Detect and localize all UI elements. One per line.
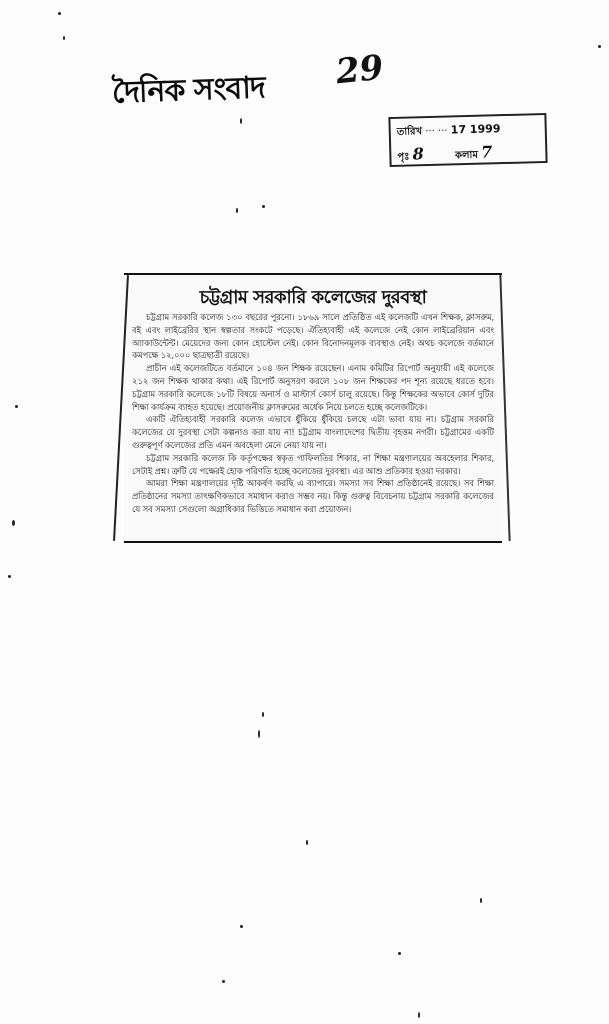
article-paragraph: প্রাচীন এই কলেজটিতে বর্তমানে ১০৪ জন শিক্ষক রয়েছেন। এনাম কমিটির রিপোর্ট অনুযায়ী এই কলেজে ২১২ জন শিক্ষক থাকার কথা। এই রিপোর্ট অনুসরণ করলে ১০৮ জন শিক্ষকের পদ শূন্য রয়েছে ধরতে হবে। চট্টগ্রাম সরকারি কলেজে ১৮টি বিষয়ে অনার্স ও মাস্টার্স কোর্স চালু রয়েছে। কিন্তু শিক্ষকের অভাবে কোর্স দুটির শিক্ষা কার্যক্রম ব্যাহত হয়েছে। প্রয়োজনীয় ক্লাসরুমের অর্ধেক নিয়ে চলতে হচ্ছে কলেজটিকে। [132,363,494,412]
scan-speck [63,36,65,40]
scan-speck [418,1012,420,1018]
stamp-date-row: তারিখ ··· ··· 17 1999 [396,122,501,138]
scan-speck [262,205,265,208]
scan-speck [240,925,243,928]
stamp-page-row [397,142,492,166]
scan-speck [262,712,264,717]
scan-speck [306,840,308,845]
stamp-page-value: 8 [412,144,425,164]
article-paragraph: আমরা শিক্ষা মন্ত্রণালয়ের দৃষ্টি আকর্ষণ করছি এ ব্যাপারে। সমস্যা সব শিক্ষা প্রতিষ্ঠানেই রয়েছে। সব শিক্ষা প্রতিষ্ঠানের সমস্যা তাৎক্ষণিকভাবে সমাধান করাও সম্ভব নয়। কিন্তু গুরুত্ব বিবেচনায় চট্টগ্রাম সরকারি কলেজের যে সব সমস্যা সেগুলো অগ্রাধিকার ভিত্তিতে সমাধান করা প্রয়োজন। [132,478,494,514]
scan-speck [398,952,401,955]
scan-speck [598,45,601,48]
archive-stamp [388,113,547,167]
article-body [132,311,494,516]
clipping-edge-right [499,275,510,541]
stamp-column-value: 7 [480,142,493,162]
scan-speck [8,575,11,578]
article-paragraph: চট্টগ্রাম সরকারি কলেজ কি কর্তৃপক্ষের স্বকৃত গাফিলতির শিকার, না শিক্ষা মন্ত্রণালয়ের অবহেলার শিকার, সেটাই প্রশ্ন। ত্রুটি যে পক্ষেরই হোক পরিণতি হচ্ছে কলেজের দুরবস্থা। এর আশু প্রতিকার হওয়া দরকার। [132,452,494,476]
stamp-date-value: 17 1999 [450,122,501,137]
article-paragraph: একটি ঐতিহ্যবাহী সরকারি কলেজ এভাবে ধুঁকিয়ে ধুঁকিয়ে চলছে এটা ভাবা যায় না। চট্টগ্রাম সরকারি কলেজের যে দুরবস্থা সেটা কল্পনাও করা যায় না! চট্টগ্রাম বাংলাদেশের দ্বিতীয় বৃহত্তম নগরী। চট্টগ্রামের একটি গুরুত্বপূর্ণ কলেজের প্রতি এমন অবহেলা মেনে নেয়া যায় না। [132,414,494,450]
scan-speck [240,118,242,124]
stamp-date-label: তারিখ [396,126,423,138]
newspaper-clipping [124,273,502,543]
scan-speck [58,12,61,15]
article-headline: চট্টগ্রাম সরকারি কলেজের দুরবস্থা [199,287,427,308]
scan-speck [480,898,482,903]
article-paragraph: চট্টগ্রাম সরকারি কলেজ ১৩০ বছরের পুরনো। ১৮৬৯ সালে প্রতিষ্ঠিত এই কলেজটি এখন শিক্ষক, ক্লাসরুম, বই এবং লাইব্রেরির স্থান স্বল্পতার সংকটে পড়েছে। ঐতিহ্যবাহী এই কলেজে নেই কোন লাইব্রেরিয়ান এবং অ্যাকাউন্টেন্ট। মেয়েদের জন্য কোন হোস্টেল নেই। কোন বিনোদনমূলক ব্যবস্থাও নেই। অথচ কলেজে বর্তমানে কমপক্ষে ১২,০০০ ছাত্রছাত্রী রয়েছে। [132,312,494,361]
scan-speck [258,730,260,738]
scan-speck [222,980,225,983]
stamp-column-label: কলাম [454,149,479,162]
scan-speck [12,520,15,526]
handwritten-number: 29 [334,47,386,93]
scan-speck [15,405,18,408]
clipping-edge-left [113,275,129,541]
newspaper-masthead: দৈনিক সংবাদ [111,70,266,111]
stamp-page-label: পৃঃ [397,151,410,163]
scan-speck [236,208,238,213]
